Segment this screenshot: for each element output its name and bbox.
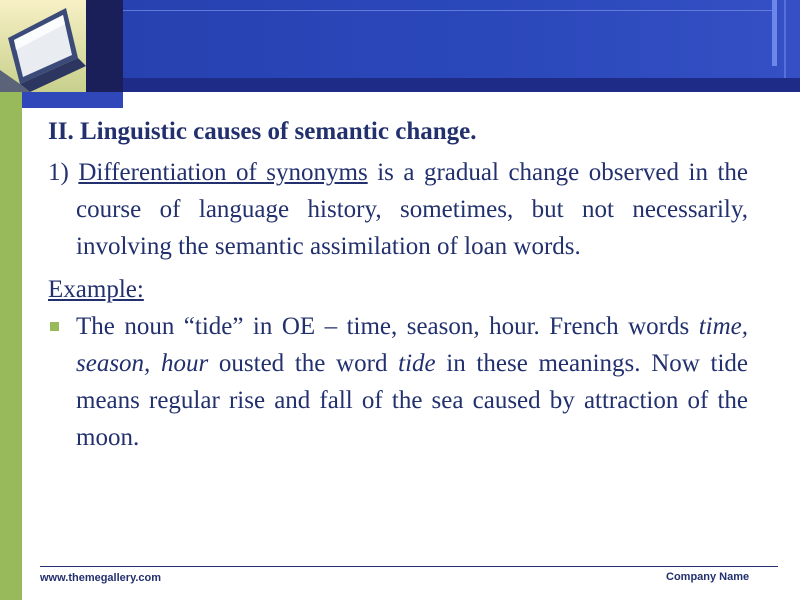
computer-monitor-icon (0, 0, 86, 92)
bullet-italic-2: tide (398, 350, 436, 377)
bullet-italic-1: time, season, hour (76, 313, 748, 377)
point-1-number: 1) (48, 159, 69, 186)
example-label: Example: (48, 276, 144, 303)
header-band (123, 0, 800, 78)
slide-title: II. Linguistic causes of semantic change. (48, 118, 477, 145)
point-1-text: is a gradual change observed in the course of language history, sometimes, but not necessarily, involving the semantic assimilation of loan words. (76, 159, 748, 260)
bullet-text-2: ousted the word (208, 350, 399, 377)
left-accent-strip (0, 92, 22, 600)
bullet-text-1: The noun “tide” in OE – time, season, hour. French words (76, 313, 699, 340)
header-bottom-band (123, 78, 800, 92)
bullet-item (48, 308, 748, 456)
header-divider-line (123, 10, 773, 11)
logo (0, 0, 86, 92)
footer-company-name: Company Name (666, 571, 750, 583)
header-dark-block (86, 0, 123, 92)
header-accent-line (784, 0, 786, 78)
header-accent-bar (772, 0, 777, 66)
square-bullet-icon (50, 322, 59, 331)
footer-url: www.themegallery.com (40, 572, 162, 584)
header-bar (0, 0, 800, 92)
bullet-text-3: in these meanings. Now tide means regular rise and fall of the sea caused by attraction of the moon. (76, 350, 748, 451)
point-1 (48, 154, 748, 265)
point-1-term: Differentiation of synonyms (78, 159, 368, 186)
slide-content (48, 114, 748, 456)
footer-divider (40, 566, 778, 567)
